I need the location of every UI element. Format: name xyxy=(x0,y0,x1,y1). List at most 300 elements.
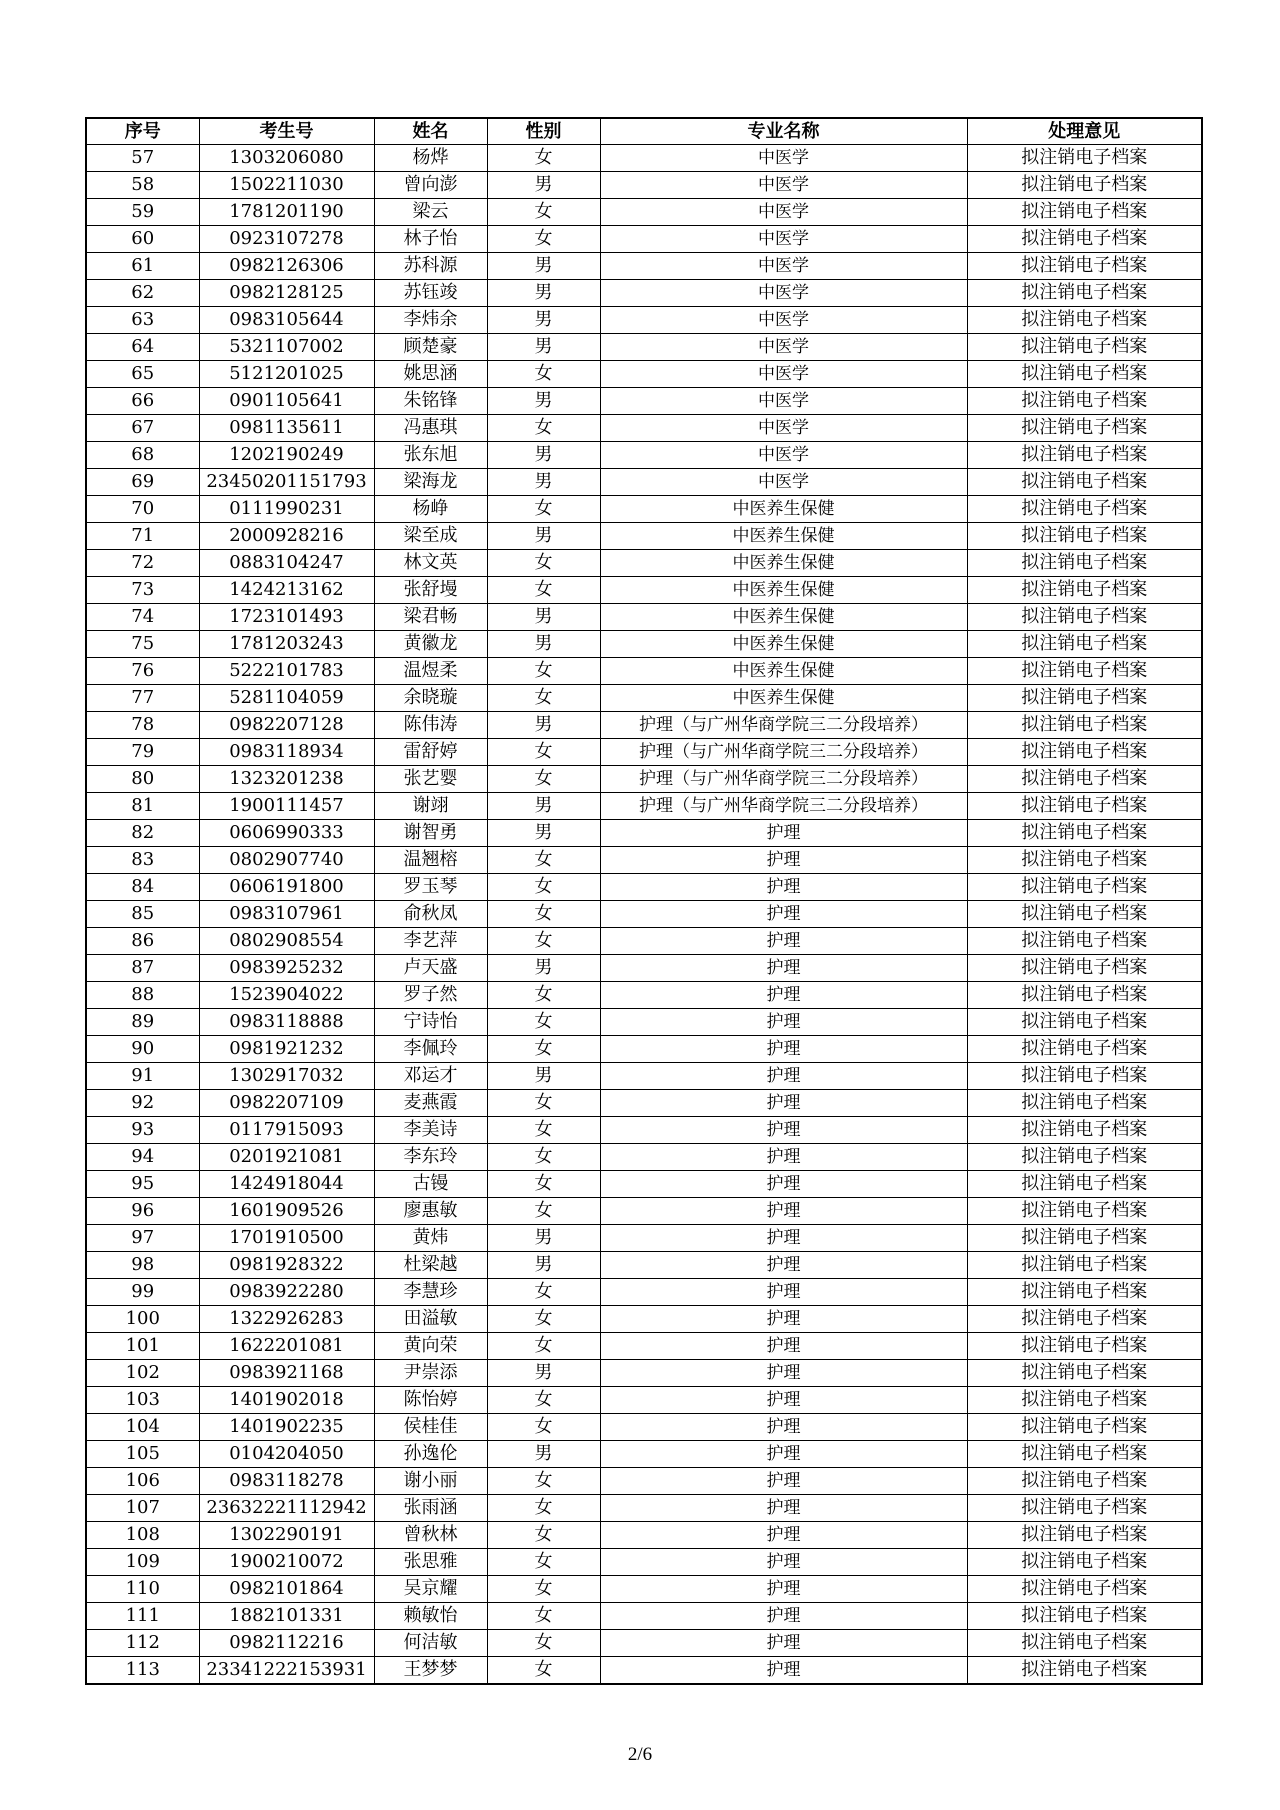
table-row xyxy=(86,334,1202,361)
cell-major: 中医学 xyxy=(600,442,967,469)
cell-name: 宁诗怡 xyxy=(374,1009,487,1036)
cell-name: 梁至成 xyxy=(374,523,487,550)
cell-decision: 拟注销电子档案 xyxy=(967,1333,1202,1360)
cell-seq: 105 xyxy=(86,1441,199,1468)
cell-decision: 拟注销电子档案 xyxy=(967,469,1202,496)
cell-seq: 75 xyxy=(86,631,199,658)
header-major: 专业名称 xyxy=(600,118,967,145)
cell-name: 朱铭锋 xyxy=(374,388,487,415)
cell-name: 李美诗 xyxy=(374,1117,487,1144)
cell-gender: 女 xyxy=(487,766,600,793)
cell-name: 卢天盛 xyxy=(374,955,487,982)
cell-major: 护理 xyxy=(600,1333,967,1360)
cell-seq: 70 xyxy=(86,496,199,523)
cell-decision: 拟注销电子档案 xyxy=(967,1522,1202,1549)
cell-major: 护理 xyxy=(600,847,967,874)
cell-exam-id: 0983922280 xyxy=(199,1279,374,1306)
cell-decision: 拟注销电子档案 xyxy=(967,1063,1202,1090)
cell-decision: 拟注销电子档案 xyxy=(967,415,1202,442)
cell-exam-id: 0982101864 xyxy=(199,1576,374,1603)
cell-decision: 拟注销电子档案 xyxy=(967,253,1202,280)
cell-name: 苏科源 xyxy=(374,253,487,280)
cell-major: 护理 xyxy=(600,874,967,901)
cell-decision: 拟注销电子档案 xyxy=(967,1144,1202,1171)
cell-gender: 女 xyxy=(487,1387,600,1414)
cell-seq: 58 xyxy=(86,172,199,199)
cell-major: 护理 xyxy=(600,1576,967,1603)
cell-exam-id: 2000928216 xyxy=(199,523,374,550)
cell-exam-id: 0982207128 xyxy=(199,712,374,739)
cell-name: 张舒墁 xyxy=(374,577,487,604)
cell-major: 中医学 xyxy=(600,415,967,442)
cell-seq: 57 xyxy=(86,145,199,172)
cell-decision: 拟注销电子档案 xyxy=(967,1279,1202,1306)
cell-name: 张艺婴 xyxy=(374,766,487,793)
cell-seq: 106 xyxy=(86,1468,199,1495)
table-row xyxy=(86,1603,1202,1630)
cell-exam-id: 1900210072 xyxy=(199,1549,374,1576)
cell-seq: 85 xyxy=(86,901,199,928)
cell-name: 梁云 xyxy=(374,199,487,226)
cell-name: 杨烨 xyxy=(374,145,487,172)
cell-seq: 98 xyxy=(86,1252,199,1279)
cell-seq: 63 xyxy=(86,307,199,334)
cell-seq: 60 xyxy=(86,226,199,253)
cell-name: 古镘 xyxy=(374,1171,487,1198)
cell-decision: 拟注销电子档案 xyxy=(967,766,1202,793)
cell-seq: 88 xyxy=(86,982,199,1009)
cell-seq: 84 xyxy=(86,874,199,901)
cell-name: 雷舒婷 xyxy=(374,739,487,766)
cell-gender: 女 xyxy=(487,1009,600,1036)
cell-gender: 女 xyxy=(487,1414,600,1441)
cell-exam-id: 0201921081 xyxy=(199,1144,374,1171)
cell-decision: 拟注销电子档案 xyxy=(967,172,1202,199)
cell-seq: 78 xyxy=(86,712,199,739)
cell-gender: 男 xyxy=(487,334,600,361)
cell-exam-id: 23341222153931 xyxy=(199,1657,374,1685)
table-row xyxy=(86,604,1202,631)
table-row xyxy=(86,1549,1202,1576)
cell-gender: 女 xyxy=(487,415,600,442)
cell-exam-id: 0983118278 xyxy=(199,1468,374,1495)
cell-exam-id: 1322926283 xyxy=(199,1306,374,1333)
cell-major: 中医学 xyxy=(600,280,967,307)
cell-decision: 拟注销电子档案 xyxy=(967,1171,1202,1198)
cell-name: 孙逸伦 xyxy=(374,1441,487,1468)
cell-major: 中医养生保健 xyxy=(600,496,967,523)
cell-seq: 80 xyxy=(86,766,199,793)
table-row xyxy=(86,1009,1202,1036)
cell-major: 护理 xyxy=(600,1468,967,1495)
table-row xyxy=(86,388,1202,415)
cell-name: 邓运才 xyxy=(374,1063,487,1090)
cell-seq: 66 xyxy=(86,388,199,415)
table-row xyxy=(86,766,1202,793)
cell-name: 杜梁越 xyxy=(374,1252,487,1279)
cell-exam-id: 1424213162 xyxy=(199,577,374,604)
cell-major: 护理 xyxy=(600,1441,967,1468)
cell-exam-id: 1323201238 xyxy=(199,766,374,793)
cell-exam-id: 0901105641 xyxy=(199,388,374,415)
cell-gender: 男 xyxy=(487,1360,600,1387)
cell-exam-id: 0983921168 xyxy=(199,1360,374,1387)
cell-gender: 男 xyxy=(487,469,600,496)
cell-exam-id: 0981921232 xyxy=(199,1036,374,1063)
table-row xyxy=(86,1468,1202,1495)
cell-exam-id: 1781203243 xyxy=(199,631,374,658)
cell-exam-id: 1401902235 xyxy=(199,1414,374,1441)
cell-major: 护理 xyxy=(600,1657,967,1685)
cell-gender: 男 xyxy=(487,1063,600,1090)
cell-major: 护理 xyxy=(600,1117,967,1144)
cell-gender: 女 xyxy=(487,496,600,523)
cell-exam-id: 1424918044 xyxy=(199,1171,374,1198)
table-row xyxy=(86,1387,1202,1414)
cell-major: 护理 xyxy=(600,1522,967,1549)
cell-exam-id: 0982128125 xyxy=(199,280,374,307)
cell-major: 中医学 xyxy=(600,334,967,361)
table-row xyxy=(86,982,1202,1009)
cell-gender: 女 xyxy=(487,1468,600,1495)
cell-exam-id: 5222101783 xyxy=(199,658,374,685)
cell-exam-id: 1900111457 xyxy=(199,793,374,820)
cell-major: 护理 xyxy=(600,1198,967,1225)
cell-decision: 拟注销电子档案 xyxy=(967,631,1202,658)
cell-name: 黄徽龙 xyxy=(374,631,487,658)
cell-gender: 女 xyxy=(487,982,600,1009)
cell-seq: 111 xyxy=(86,1603,199,1630)
cell-decision: 拟注销电子档案 xyxy=(967,1198,1202,1225)
cell-seq: 79 xyxy=(86,739,199,766)
cell-gender: 女 xyxy=(487,1495,600,1522)
cell-seq: 113 xyxy=(86,1657,199,1685)
cell-seq: 87 xyxy=(86,955,199,982)
table-row xyxy=(86,1063,1202,1090)
cell-seq: 92 xyxy=(86,1090,199,1117)
cell-name: 冯惠琪 xyxy=(374,415,487,442)
cell-gender: 女 xyxy=(487,1144,600,1171)
cell-gender: 男 xyxy=(487,631,600,658)
cell-major: 中医学 xyxy=(600,469,967,496)
cell-decision: 拟注销电子档案 xyxy=(967,1090,1202,1117)
table-row xyxy=(86,1252,1202,1279)
cell-seq: 90 xyxy=(86,1036,199,1063)
table-row xyxy=(86,307,1202,334)
cell-exam-id: 1601909526 xyxy=(199,1198,374,1225)
table-row xyxy=(86,1090,1202,1117)
cell-decision: 拟注销电子档案 xyxy=(967,307,1202,334)
cell-gender: 女 xyxy=(487,658,600,685)
table-row xyxy=(86,469,1202,496)
cell-major: 护理 xyxy=(600,1171,967,1198)
cell-decision: 拟注销电子档案 xyxy=(967,820,1202,847)
cell-major: 护理（与广州华商学院三二分段培养） xyxy=(600,793,967,820)
cell-exam-id: 0606990333 xyxy=(199,820,374,847)
cell-decision: 拟注销电子档案 xyxy=(967,658,1202,685)
cell-decision: 拟注销电子档案 xyxy=(967,1117,1202,1144)
cell-name: 顾楚豪 xyxy=(374,334,487,361)
cell-exam-id: 1302290191 xyxy=(199,1522,374,1549)
cell-exam-id: 0117915093 xyxy=(199,1117,374,1144)
cell-decision: 拟注销电子档案 xyxy=(967,712,1202,739)
cell-exam-id: 0983118934 xyxy=(199,739,374,766)
cell-decision: 拟注销电子档案 xyxy=(967,496,1202,523)
cell-major: 护理 xyxy=(600,1144,967,1171)
cell-name: 陈怡婷 xyxy=(374,1387,487,1414)
table-header-row xyxy=(86,118,1202,145)
cell-seq: 86 xyxy=(86,928,199,955)
cell-major: 护理 xyxy=(600,1009,967,1036)
candidate-table xyxy=(85,117,1203,1685)
cell-name: 余晓璇 xyxy=(374,685,487,712)
cell-exam-id: 5281104059 xyxy=(199,685,374,712)
cell-seq: 76 xyxy=(86,658,199,685)
table-row xyxy=(86,1279,1202,1306)
cell-name: 温煜柔 xyxy=(374,658,487,685)
cell-decision: 拟注销电子档案 xyxy=(967,874,1202,901)
cell-seq: 73 xyxy=(86,577,199,604)
cell-seq: 95 xyxy=(86,1171,199,1198)
table-row xyxy=(86,820,1202,847)
cell-gender: 女 xyxy=(487,1630,600,1657)
cell-name: 杨峥 xyxy=(374,496,487,523)
header-seq: 序号 xyxy=(86,118,199,145)
cell-major: 中医养生保健 xyxy=(600,550,967,577)
cell-name: 谢智勇 xyxy=(374,820,487,847)
cell-decision: 拟注销电子档案 xyxy=(967,1549,1202,1576)
cell-decision: 拟注销电子档案 xyxy=(967,388,1202,415)
cell-seq: 112 xyxy=(86,1630,199,1657)
cell-name: 曾秋林 xyxy=(374,1522,487,1549)
cell-name: 谢翊 xyxy=(374,793,487,820)
cell-major: 中医学 xyxy=(600,145,967,172)
table-row xyxy=(86,793,1202,820)
cell-major: 护理 xyxy=(600,982,967,1009)
cell-decision: 拟注销电子档案 xyxy=(967,1252,1202,1279)
table-row xyxy=(86,847,1202,874)
table-row xyxy=(86,172,1202,199)
cell-seq: 110 xyxy=(86,1576,199,1603)
cell-seq: 64 xyxy=(86,334,199,361)
cell-seq: 68 xyxy=(86,442,199,469)
cell-seq: 81 xyxy=(86,793,199,820)
table-row xyxy=(86,1495,1202,1522)
cell-name: 张东旭 xyxy=(374,442,487,469)
cell-major: 护理 xyxy=(600,955,967,982)
cell-exam-id: 1202190249 xyxy=(199,442,374,469)
table-row xyxy=(86,1441,1202,1468)
header-gender: 性别 xyxy=(487,118,600,145)
cell-decision: 拟注销电子档案 xyxy=(967,1306,1202,1333)
cell-major: 中医养生保健 xyxy=(600,685,967,712)
cell-major: 中医养生保健 xyxy=(600,577,967,604)
cell-gender: 男 xyxy=(487,253,600,280)
cell-major: 中医学 xyxy=(600,388,967,415)
cell-name: 姚思涵 xyxy=(374,361,487,388)
cell-decision: 拟注销电子档案 xyxy=(967,199,1202,226)
header-decision: 处理意见 xyxy=(967,118,1202,145)
table-row xyxy=(86,712,1202,739)
cell-decision: 拟注销电子档案 xyxy=(967,1657,1202,1685)
table-row xyxy=(86,1522,1202,1549)
cell-major: 中医学 xyxy=(600,199,967,226)
cell-seq: 82 xyxy=(86,820,199,847)
cell-decision: 拟注销电子档案 xyxy=(967,577,1202,604)
cell-name: 张雨涵 xyxy=(374,1495,487,1522)
cell-gender: 女 xyxy=(487,1522,600,1549)
cell-major: 护理 xyxy=(600,1252,967,1279)
cell-decision: 拟注销电子档案 xyxy=(967,442,1202,469)
table-row xyxy=(86,955,1202,982)
cell-gender: 女 xyxy=(487,1279,600,1306)
table-row xyxy=(86,226,1202,253)
cell-major: 中医学 xyxy=(600,226,967,253)
cell-gender: 男 xyxy=(487,1441,600,1468)
cell-decision: 拟注销电子档案 xyxy=(967,145,1202,172)
table-row xyxy=(86,1171,1202,1198)
cell-name: 林子怡 xyxy=(374,226,487,253)
cell-major: 护理 xyxy=(600,1549,967,1576)
table-row xyxy=(86,739,1202,766)
table-row xyxy=(86,199,1202,226)
cell-exam-id: 1723101493 xyxy=(199,604,374,631)
cell-gender: 女 xyxy=(487,685,600,712)
cell-seq: 74 xyxy=(86,604,199,631)
cell-gender: 男 xyxy=(487,307,600,334)
cell-gender: 男 xyxy=(487,388,600,415)
cell-major: 中医学 xyxy=(600,361,967,388)
cell-major: 中医学 xyxy=(600,307,967,334)
cell-name: 罗子然 xyxy=(374,982,487,1009)
cell-gender: 女 xyxy=(487,874,600,901)
cell-seq: 93 xyxy=(86,1117,199,1144)
table-row xyxy=(86,901,1202,928)
cell-name: 温翘榕 xyxy=(374,847,487,874)
cell-seq: 94 xyxy=(86,1144,199,1171)
table-row xyxy=(86,523,1202,550)
cell-decision: 拟注销电子档案 xyxy=(967,334,1202,361)
cell-exam-id: 0983118888 xyxy=(199,1009,374,1036)
cell-gender: 男 xyxy=(487,172,600,199)
cell-exam-id: 1401902018 xyxy=(199,1387,374,1414)
cell-exam-id: 23632221112942 xyxy=(199,1495,374,1522)
cell-gender: 男 xyxy=(487,820,600,847)
table-row xyxy=(86,928,1202,955)
cell-name: 赖敏怡 xyxy=(374,1603,487,1630)
cell-name: 王梦梦 xyxy=(374,1657,487,1685)
cell-seq: 108 xyxy=(86,1522,199,1549)
table-row xyxy=(86,631,1202,658)
cell-gender: 女 xyxy=(487,1333,600,1360)
cell-gender: 女 xyxy=(487,577,600,604)
cell-exam-id: 23450201151793 xyxy=(199,469,374,496)
cell-decision: 拟注销电子档案 xyxy=(967,793,1202,820)
cell-major: 护理 xyxy=(600,1414,967,1441)
cell-exam-id: 0982207109 xyxy=(199,1090,374,1117)
cell-exam-id: 0983107961 xyxy=(199,901,374,928)
cell-seq: 69 xyxy=(86,469,199,496)
cell-seq: 103 xyxy=(86,1387,199,1414)
cell-gender: 男 xyxy=(487,280,600,307)
cell-major: 护理 xyxy=(600,1306,967,1333)
cell-seq: 100 xyxy=(86,1306,199,1333)
cell-seq: 97 xyxy=(86,1225,199,1252)
cell-gender: 女 xyxy=(487,1603,600,1630)
cell-decision: 拟注销电子档案 xyxy=(967,1576,1202,1603)
cell-gender: 男 xyxy=(487,1225,600,1252)
cell-major: 中医养生保健 xyxy=(600,604,967,631)
cell-exam-id: 0981928322 xyxy=(199,1252,374,1279)
cell-name: 梁海龙 xyxy=(374,469,487,496)
cell-decision: 拟注销电子档案 xyxy=(967,955,1202,982)
cell-name: 曾向澎 xyxy=(374,172,487,199)
cell-exam-id: 1622201081 xyxy=(199,1333,374,1360)
cell-major: 护理 xyxy=(600,1279,967,1306)
cell-exam-id: 0982112216 xyxy=(199,1630,374,1657)
table-row xyxy=(86,1333,1202,1360)
cell-decision: 拟注销电子档案 xyxy=(967,523,1202,550)
cell-exam-id: 1302917032 xyxy=(199,1063,374,1090)
cell-exam-id: 0606191800 xyxy=(199,874,374,901)
cell-decision: 拟注销电子档案 xyxy=(967,1009,1202,1036)
cell-seq: 89 xyxy=(86,1009,199,1036)
cell-name: 李东玲 xyxy=(374,1144,487,1171)
cell-gender: 女 xyxy=(487,199,600,226)
table-row xyxy=(86,496,1202,523)
cell-major: 护理（与广州华商学院三二分段培养） xyxy=(600,739,967,766)
cell-name: 梁君畅 xyxy=(374,604,487,631)
cell-major: 护理 xyxy=(600,901,967,928)
cell-exam-id: 0104204050 xyxy=(199,1441,374,1468)
cell-seq: 83 xyxy=(86,847,199,874)
cell-name: 李炜余 xyxy=(374,307,487,334)
table-row xyxy=(86,1576,1202,1603)
cell-name: 何洁敏 xyxy=(374,1630,487,1657)
cell-name: 麦燕霞 xyxy=(374,1090,487,1117)
cell-decision: 拟注销电子档案 xyxy=(967,550,1202,577)
cell-gender: 女 xyxy=(487,901,600,928)
table-row xyxy=(86,253,1202,280)
cell-gender: 女 xyxy=(487,226,600,253)
cell-gender: 男 xyxy=(487,604,600,631)
table-row xyxy=(86,1414,1202,1441)
cell-major: 中医学 xyxy=(600,253,967,280)
table-row xyxy=(86,874,1202,901)
cell-decision: 拟注销电子档案 xyxy=(967,928,1202,955)
cell-gender: 女 xyxy=(487,1090,600,1117)
table-row xyxy=(86,550,1202,577)
cell-exam-id: 0983105644 xyxy=(199,307,374,334)
cell-major: 护理 xyxy=(600,1036,967,1063)
cell-seq: 91 xyxy=(86,1063,199,1090)
cell-seq: 104 xyxy=(86,1414,199,1441)
cell-seq: 72 xyxy=(86,550,199,577)
page-number: 2/6 xyxy=(627,1744,653,1765)
cell-seq: 62 xyxy=(86,280,199,307)
cell-gender: 男 xyxy=(487,955,600,982)
cell-major: 护理 xyxy=(600,1225,967,1252)
cell-seq: 109 xyxy=(86,1549,199,1576)
cell-decision: 拟注销电子档案 xyxy=(967,1414,1202,1441)
cell-gender: 女 xyxy=(487,1171,600,1198)
cell-name: 苏钰竣 xyxy=(374,280,487,307)
cell-decision: 拟注销电子档案 xyxy=(967,226,1202,253)
cell-gender: 女 xyxy=(487,1036,600,1063)
cell-decision: 拟注销电子档案 xyxy=(967,1468,1202,1495)
cell-gender: 男 xyxy=(487,523,600,550)
cell-seq: 71 xyxy=(86,523,199,550)
